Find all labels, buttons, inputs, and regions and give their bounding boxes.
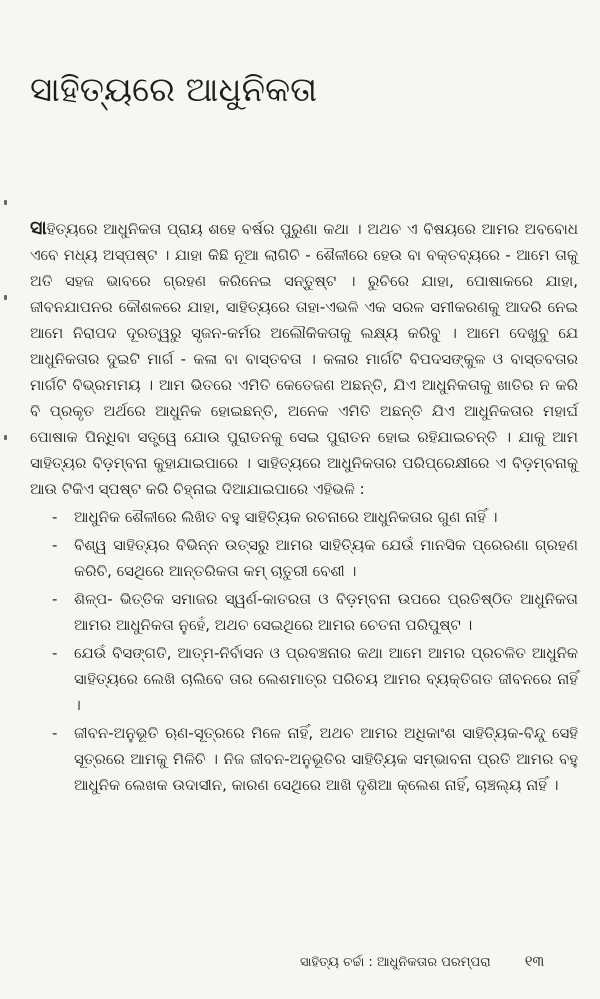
bullet-dash: - <box>52 644 58 662</box>
drop-cap: ସା <box>30 217 47 239</box>
list-item-text: ଆଧୁନିକ ଶୈଳୀରେ ଲିଖିତ ବହୁ ସାହିତ୍ୟିକ ରଚନାରେ ଆଧୁନିକତାର ଗୁଣ ନାହିଁ । <box>74 508 498 526</box>
list-item <box>52 640 578 718</box>
list-item-text: ଶିଳ୍ପ- ଭିତ୍ତିକ ସମାଜର ସ୍ୱର୍ଣ-କାତରତା ଓ ବିଡ଼ମ୍ବନା ଉପରେ ପ୍ରତିଷ୍ଠିତ ଆଧୁନିକତା ଆମର ଆଧୁନିକତା ନୁହେଁ, ଅଥଚ ସେଇଥିରେ ଆମର ଚେତନା ପରିପୁଷ୍ଟ । <box>74 590 578 634</box>
points-list <box>30 504 578 798</box>
intro-paragraph <box>30 215 578 502</box>
margin-mark <box>4 295 7 300</box>
intro-text: ହିତ୍ୟରେ ଆଧୁନିକତା ପ୍ରାୟ ଶହେ ବର୍ଷର ପୁରୁଣା କଥା । ଅଥଚ ଏ ବିଷୟରେ ଆମର ଅବବୋଧ ଏବେ ମଧ୍ୟ ଅସ୍ପଷ୍ଟ । ଯାହା କିଛି ନୂଆ ଲାଗିଚି - ଶୈଳୀରେ ହେଉ ବା ବକ୍ତବ୍ୟରେ - ଆମେ ତାକୁ ଅତି ସହଜ ଭାବରେ ଗ୍ରହଣ କରିନେଇ ସନ୍ତୁଷ୍ଟ । ରୁଚିରେ ଯାହା, ପୋଷାକରେ ଯାହା, ଜୀବନଯାପନର କୌଶଳରେ ଯାହା, ସାହିତ୍ୟରେ ତାହା-ଏଭଳି ଏକ ସରଳ ସମୀକରଣକୁ ଆଦରି ନେଇ ଆମେ ନିରାପଦ ଦୂରତ୍ୱରୁ ସୃଜନ-କର୍ମର ଅଲୌକିକତାକୁ ଲକ୍ଷ୍ୟ କରିବୁ । ଆମେ ଦେଖୁବୁ ଯେ ଆଧୁନିକତାର ଦୁଇଟି ମାର୍ଗ - କଳା ବା ବାସ୍ତବତା । କଳାର ମାର୍ଗଟି ବିପଦସଙ୍କୁଳ ଓ ବାସ୍ତବତାର ମାର୍ଗଟି ବିଭ୍ରମମୟ । ଆମ ଭିତରେ ଏମିତି କେତେଜଣ ଅଛନ୍ତି, ଯିଏ ଆଧୁନିକତାକୁ ଖାତିର ନ କରି ବି ପ୍ରକୃତ ଅର୍ଥରେ ଆଧୁନିକ ହୋଇଛନ୍ତି, ଅନେକ ଏମିତି ଅଛନ୍ତି ଯିଏ ଆଧୁନିକତାର ମହାର୍ଘ ପୋଷାକ ପିନ୍ଧିବା ସତ୍ତ୍ୱେ ଯୋଉ ପୁରାତନକୁ ସେଇ ପୁରାତନ ହୋଇ ରହିଯାଇଚନ୍ତି । ଯାକୁ ଆମ ସାହିତ୍ୟର ବିଡ଼ମ୍ବନା କୁହାଯାଇପାରେ । ସାହିତ୍ୟରେ ଆଧୁନିକତାର ପରିପ୍ରେକ୍ଷୀରେ ଏ ବିଡ଼ମ୍ବନାକୁ ଆଉ ଟିକିଏ ସ୍ପଷ୍ଟ କରି ଚିହ୍ନାଇ ଦିଆଯାଇପାରେ ଏହିଭଳି : <box>30 220 578 498</box>
list-item <box>52 532 578 584</box>
running-title: ସାହିତ୍ୟ ଚର୍ଚ୍ଚା : ଆଧୁନିକତାର ପରମ୍ପରା <box>300 955 491 970</box>
page-footer <box>300 952 544 970</box>
list-item <box>52 720 578 798</box>
bullet-dash: - <box>52 536 58 554</box>
list-item-text: ଯେଉଁ ବିସଙ୍ଗତି, ଆତ୍ମ-ନିର୍ବାସନ ଓ ପ୍ରବଞ୍ଚନାର କଥା ଆମେ ଆମର ପ୍ରଚଳିତ ଆଧୁନିକ ସାହିତ୍ୟରେ ଲେଖି ଚାଲିବେ ତାର ଲେଶମାତ୍ର ପରିଚୟ ଆମର ବ୍ୟକ୍ତିଗତ ଜୀବନରେ ନାହିଁ । <box>74 644 578 714</box>
bullet-dash: - <box>52 724 58 742</box>
list-item-text: ଜୀବନ-ଅନୁଭୂତି ଋଣ-ସୂତ୍ରରେ ମିଳେ ନାହିଁ, ଅଥଚ ଆମର ଅଧିକାଂଶ ସାହିତ୍ୟିକ-ବିନ୍ଦୁ ସେହି ସୂତ୍ରରେ ଆମକୁ ମିଳିଚି । ନିଜ ଜୀବନ-ଅନୁଭୂତିର ସାହିତ୍ୟିକ ସମ୍ଭାବନା ପ୍ରତି ଆମର ବହୁ ଆଧୁନିକ ଲେଖକ ଉଦାସୀନ, କାରଣ ସେଥିରେ ଆଖି ଦୃଶିଆ କ୍ଲେଶ ନାହିଁ, ଚାଞ୍ଚଲ୍ୟ ନାହିଁ । <box>74 724 578 794</box>
article-body <box>30 215 578 800</box>
page-number: ୧୩ <box>524 952 545 970</box>
margin-mark <box>4 200 7 205</box>
list-item <box>52 504 578 530</box>
bullet-dash: - <box>52 590 58 608</box>
page-title: ସାହିତ୍ୟରେ ଆଧୁନିକତା <box>30 70 318 110</box>
list-item <box>52 586 578 638</box>
bullet-dash: - <box>52 508 58 526</box>
margin-mark <box>4 435 7 440</box>
list-item-text: ବିଶ୍ୱ ସାହିତ୍ୟର ବିଭିନ୍ନ ଉତ୍ସରୁ ଆମର ସାହିତ୍ୟିକ ଯେଉଁ ମାନସିକ ପ୍ରେରଣା ଗ୍ରହଣ କରିଚି, ସେଥିରେ ଆନ୍ତରିକତା କମ୍ ଚାତୁରୀ ବେଶୀ । <box>74 536 578 580</box>
